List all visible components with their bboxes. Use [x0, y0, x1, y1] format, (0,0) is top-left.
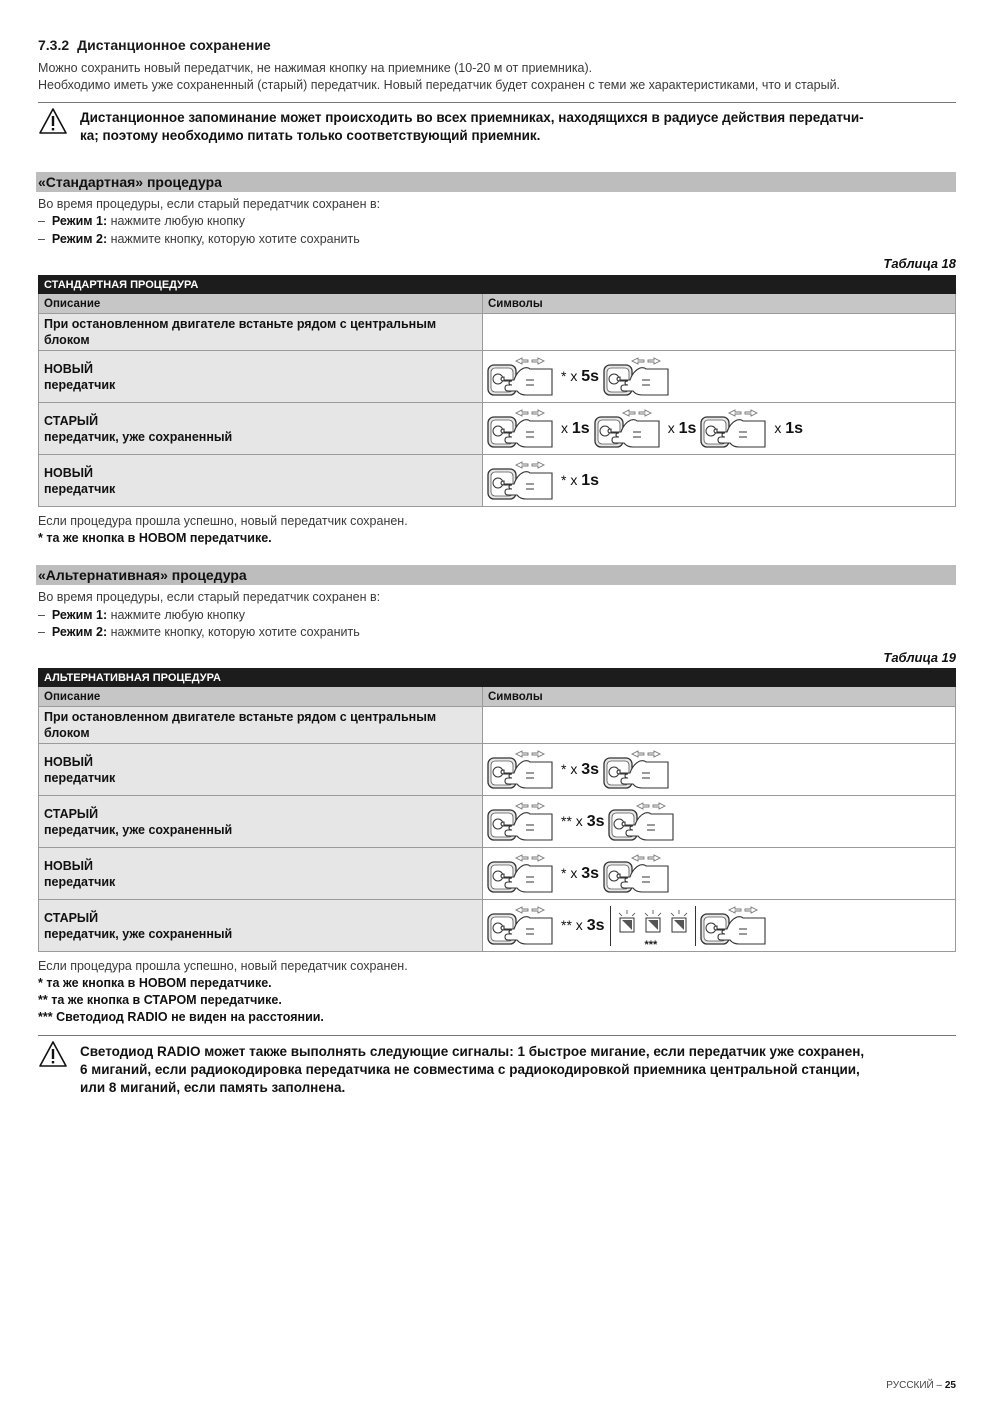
transmitter-hand-icon — [486, 460, 558, 502]
mode-2-text: нажмите кнопку, которую хотите сохранить — [107, 232, 360, 246]
mode-1-text: нажмите любую кнопку — [107, 214, 245, 228]
desc-line-2: передатчик, уже сохраненный — [44, 926, 233, 941]
intro-line-1: Можно сохранить новый передатчик, не нажимая кнопку на приемнике (10-20 м от приемника). — [38, 61, 593, 75]
transmitter-hand-icon — [486, 801, 558, 843]
row-symbols — [483, 707, 956, 744]
press-seconds: 1s — [581, 471, 600, 489]
alternative-result: Если процедура прошла успешно, новый передатчик сохранен. — [38, 959, 408, 973]
divider — [695, 906, 696, 946]
table-row — [39, 707, 956, 744]
mode-1-label: Режим 1: — [51, 608, 108, 622]
transmitter-hand-icon — [602, 749, 674, 791]
row-symbols — [483, 744, 956, 796]
row-description — [39, 796, 483, 848]
standard-mode-1 — [38, 213, 245, 229]
standard-mode-2 — [38, 231, 360, 247]
press-prefix: x — [667, 419, 679, 436]
desc-line-2: передатчик — [44, 377, 116, 392]
divider — [610, 906, 611, 946]
press-seconds: 3s — [586, 812, 605, 830]
press-duration — [561, 420, 590, 438]
press-duration — [561, 368, 599, 386]
led-blink-icon — [668, 909, 690, 943]
desc-line-1: НОВЫЙ — [44, 465, 93, 480]
document-page — [38, 0, 956, 1404]
dash: – — [38, 625, 45, 639]
row-description — [39, 403, 483, 455]
transmitter-hand-icon — [607, 801, 679, 843]
transmitter-hand-icon — [602, 356, 674, 398]
table-row — [39, 744, 956, 796]
row-symbols — [483, 403, 956, 455]
mode-2-label: Режим 2: — [51, 232, 108, 246]
press-prefix: ** x — [561, 812, 587, 829]
page-footer — [886, 1380, 956, 1391]
press-prefix: x — [774, 419, 786, 436]
desc-line-2: передатчик — [44, 874, 116, 889]
row-description — [39, 707, 483, 744]
footer-language: РУССКИЙ – — [886, 1380, 945, 1391]
table-18-caption: Таблица 18 — [883, 256, 956, 271]
warning-triangle-icon — [38, 107, 68, 135]
row-symbols — [483, 848, 956, 900]
col-header-symbols: Символы — [483, 294, 956, 314]
section-title: Дистанционное сохранение — [77, 37, 271, 53]
row-description — [39, 900, 483, 952]
press-prefix: * x — [561, 864, 582, 881]
table-row — [39, 900, 956, 952]
table-title: СТАНДАРТНАЯ ПРОЦЕДУРА — [39, 276, 956, 294]
press-prefix: * x — [561, 760, 582, 777]
standard-lead: Во время процедуры, если старый передатчик сохранен в: — [38, 197, 381, 211]
transmitter-hand-icon — [699, 408, 771, 450]
standard-procedure-bar: «Стандартная» процедура — [36, 172, 956, 192]
row-symbols — [483, 314, 956, 351]
table-row — [39, 455, 956, 507]
desc-line-1: СТАРЫЙ — [44, 806, 99, 821]
warning-triangle-icon — [38, 1040, 68, 1068]
row-description — [39, 744, 483, 796]
mode-1-text: нажмите любую кнопку — [107, 608, 245, 622]
press-duration — [561, 917, 604, 935]
press-duration — [561, 761, 599, 779]
transmitter-hand-icon — [602, 853, 674, 895]
desc-line-2: блоком — [44, 726, 90, 740]
standard-procedure-table — [38, 275, 956, 507]
warning-1-line-2: ка; поэтому необходимо питать только соответствующий приемник. — [80, 128, 541, 143]
transmitter-hand-icon — [486, 408, 558, 450]
mode-2-text: нажмите кнопку, которую хотите сохранить — [107, 625, 360, 639]
mode-1-label: Режим 1: — [51, 214, 108, 228]
warning-box-1 — [38, 102, 956, 148]
transmitter-hand-icon — [486, 749, 558, 791]
alternative-note-1: * та же кнопка в НОВОМ передатчике. — [38, 976, 272, 990]
dash: – — [38, 608, 45, 622]
col-header-description: Описание — [39, 687, 483, 707]
led-blink-icon — [642, 909, 664, 943]
transmitter-hand-icon — [699, 905, 771, 947]
table-row — [39, 403, 956, 455]
press-seconds: 1s — [678, 419, 697, 437]
desc-line-2: передатчик, уже сохраненный — [44, 429, 233, 444]
alternative-mode-2 — [38, 624, 360, 640]
row-symbols — [483, 900, 956, 952]
col-header-symbols: Символы — [483, 687, 956, 707]
table-title: АЛЬТЕРНАТИВНАЯ ПРОЦЕДУРА — [39, 669, 956, 687]
desc-line-1: НОВЫЙ — [44, 754, 93, 769]
row-symbols — [483, 351, 956, 403]
led-blink-icon — [616, 909, 638, 943]
desc-line-1: СТАРЫЙ — [44, 910, 99, 925]
mode-2-label: Режим 2: — [51, 625, 108, 639]
press-seconds: 3s — [586, 916, 605, 934]
desc-line-1: НОВЫЙ — [44, 858, 93, 873]
table-19-caption: Таблица 19 — [883, 650, 956, 665]
press-seconds: 1s — [785, 419, 804, 437]
row-description — [39, 455, 483, 507]
warning-2-line-3: или 8 миганий, если память заполнена. — [80, 1080, 346, 1095]
press-prefix: * x — [561, 471, 582, 488]
dash: – — [38, 232, 45, 246]
warning-2-line-1: Светодиод RADIO может также выполнять следующие сигналы: 1 быстрое мигание, если передатчик уже сохранен, — [80, 1044, 865, 1059]
desc-line-2: блоком — [44, 333, 90, 347]
alternative-lead: Во время процедуры, если старый передатчик сохранен в: — [38, 590, 381, 604]
press-prefix: x — [561, 419, 572, 436]
press-seconds: 3s — [581, 760, 600, 778]
row-symbols — [483, 796, 956, 848]
section-number: 7.3.2 — [38, 37, 70, 53]
table-row — [39, 351, 956, 403]
press-seconds: 3s — [581, 864, 600, 882]
transmitter-hand-icon — [486, 905, 558, 947]
intro-line-2: Необходимо иметь уже сохраненный (старый) передатчик. Новый передатчик будет сохранен с теми же характеристиками, что и старый. — [38, 78, 841, 92]
desc-line-1: При остановленном двигателе встаньте рядом с центральным — [44, 710, 437, 724]
press-duration — [561, 813, 604, 831]
alternative-procedure-bar: «Альтернативная» процедура — [36, 565, 956, 585]
col-header-description: Описание — [39, 294, 483, 314]
desc-line-1: НОВЫЙ — [44, 361, 93, 376]
press-seconds: 1s — [571, 419, 590, 437]
standard-result: Если процедура прошла успешно, новый передатчик сохранен. — [38, 514, 408, 528]
desc-line-2: передатчик, уже сохраненный — [44, 822, 233, 837]
desc-line-2: передатчик — [44, 481, 116, 496]
press-duration — [668, 420, 697, 438]
transmitter-hand-icon — [486, 356, 558, 398]
press-prefix: * x — [561, 367, 582, 384]
desc-line-1: СТАРЫЙ — [44, 413, 99, 428]
warning-box-2 — [38, 1035, 956, 1099]
warning-2-text — [80, 1043, 956, 1097]
warning-1-line-1: Дистанционное запоминание может происходить во всех приемниках, находящихся в радиусе действия передатчи- — [80, 110, 864, 125]
standard-note-1: * та же кнопка в НОВОМ передатчике. — [38, 531, 272, 545]
alternative-procedure-table — [38, 668, 956, 952]
press-duration — [774, 420, 803, 438]
press-prefix: ** x — [561, 916, 587, 933]
press-seconds: 5s — [581, 367, 600, 385]
dash: – — [38, 214, 45, 228]
press-duration — [561, 472, 599, 490]
table-row — [39, 796, 956, 848]
press-duration — [561, 865, 599, 883]
table-row — [39, 314, 956, 351]
row-description — [39, 351, 483, 403]
alternative-note-3: *** Светодиод RADIO не виден на расстоянии. — [38, 1010, 324, 1024]
warning-2-line-2: 6 миганий, если радиокодировка передатчика не совместима с радиокодировкой приемника центральной станции, — [80, 1062, 860, 1077]
alternative-note-2: ** та же кнопка в СТАРОМ передатчике. — [38, 993, 282, 1007]
row-symbols — [483, 455, 956, 507]
table-row — [39, 848, 956, 900]
led-note-marker: *** — [644, 938, 658, 951]
row-description — [39, 314, 483, 351]
row-description — [39, 848, 483, 900]
transmitter-hand-icon — [593, 408, 665, 450]
page-number: 25 — [944, 1380, 956, 1391]
alternative-mode-1 — [38, 607, 245, 623]
warning-1-text — [80, 109, 956, 145]
desc-line-2: передатчик — [44, 770, 116, 785]
section-heading — [38, 37, 271, 53]
desc-line-1: При остановленном двигателе встаньте рядом с центральным — [44, 317, 437, 331]
transmitter-hand-icon — [486, 853, 558, 895]
led-blink-group — [614, 909, 692, 951]
